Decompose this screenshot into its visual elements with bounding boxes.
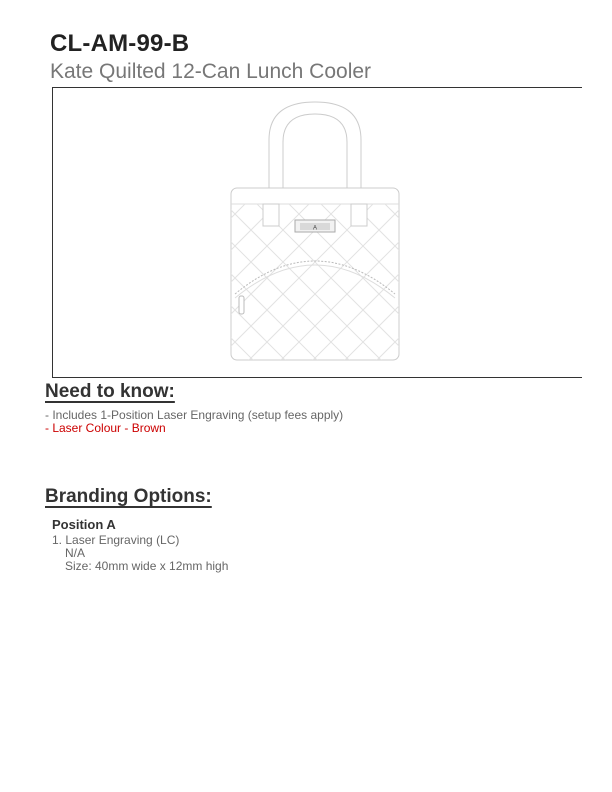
product-title: Kate Quilted 12-Can Lunch Cooler: [50, 60, 372, 83]
branding-detail: N/A: [65, 546, 86, 560]
need-to-know-item-highlight: - Laser Colour - Brown: [45, 421, 166, 435]
need-to-know-heading: Need to know:: [45, 381, 175, 402]
product-code: CL-AM-99-B: [50, 30, 190, 57]
position-title: Position A: [52, 517, 116, 532]
lunch-cooler-illustration: [225, 98, 405, 366]
branding-options-heading: Branding Options:: [45, 486, 212, 507]
branding-method: 1. Laser Engraving (LC): [52, 533, 180, 547]
need-to-know-item: - Includes 1-Position Laser Engraving (setup fees apply): [45, 408, 344, 422]
branding-size: Size: 40mm wide x 12mm high: [65, 559, 229, 573]
position-marker: A: [312, 225, 318, 232]
